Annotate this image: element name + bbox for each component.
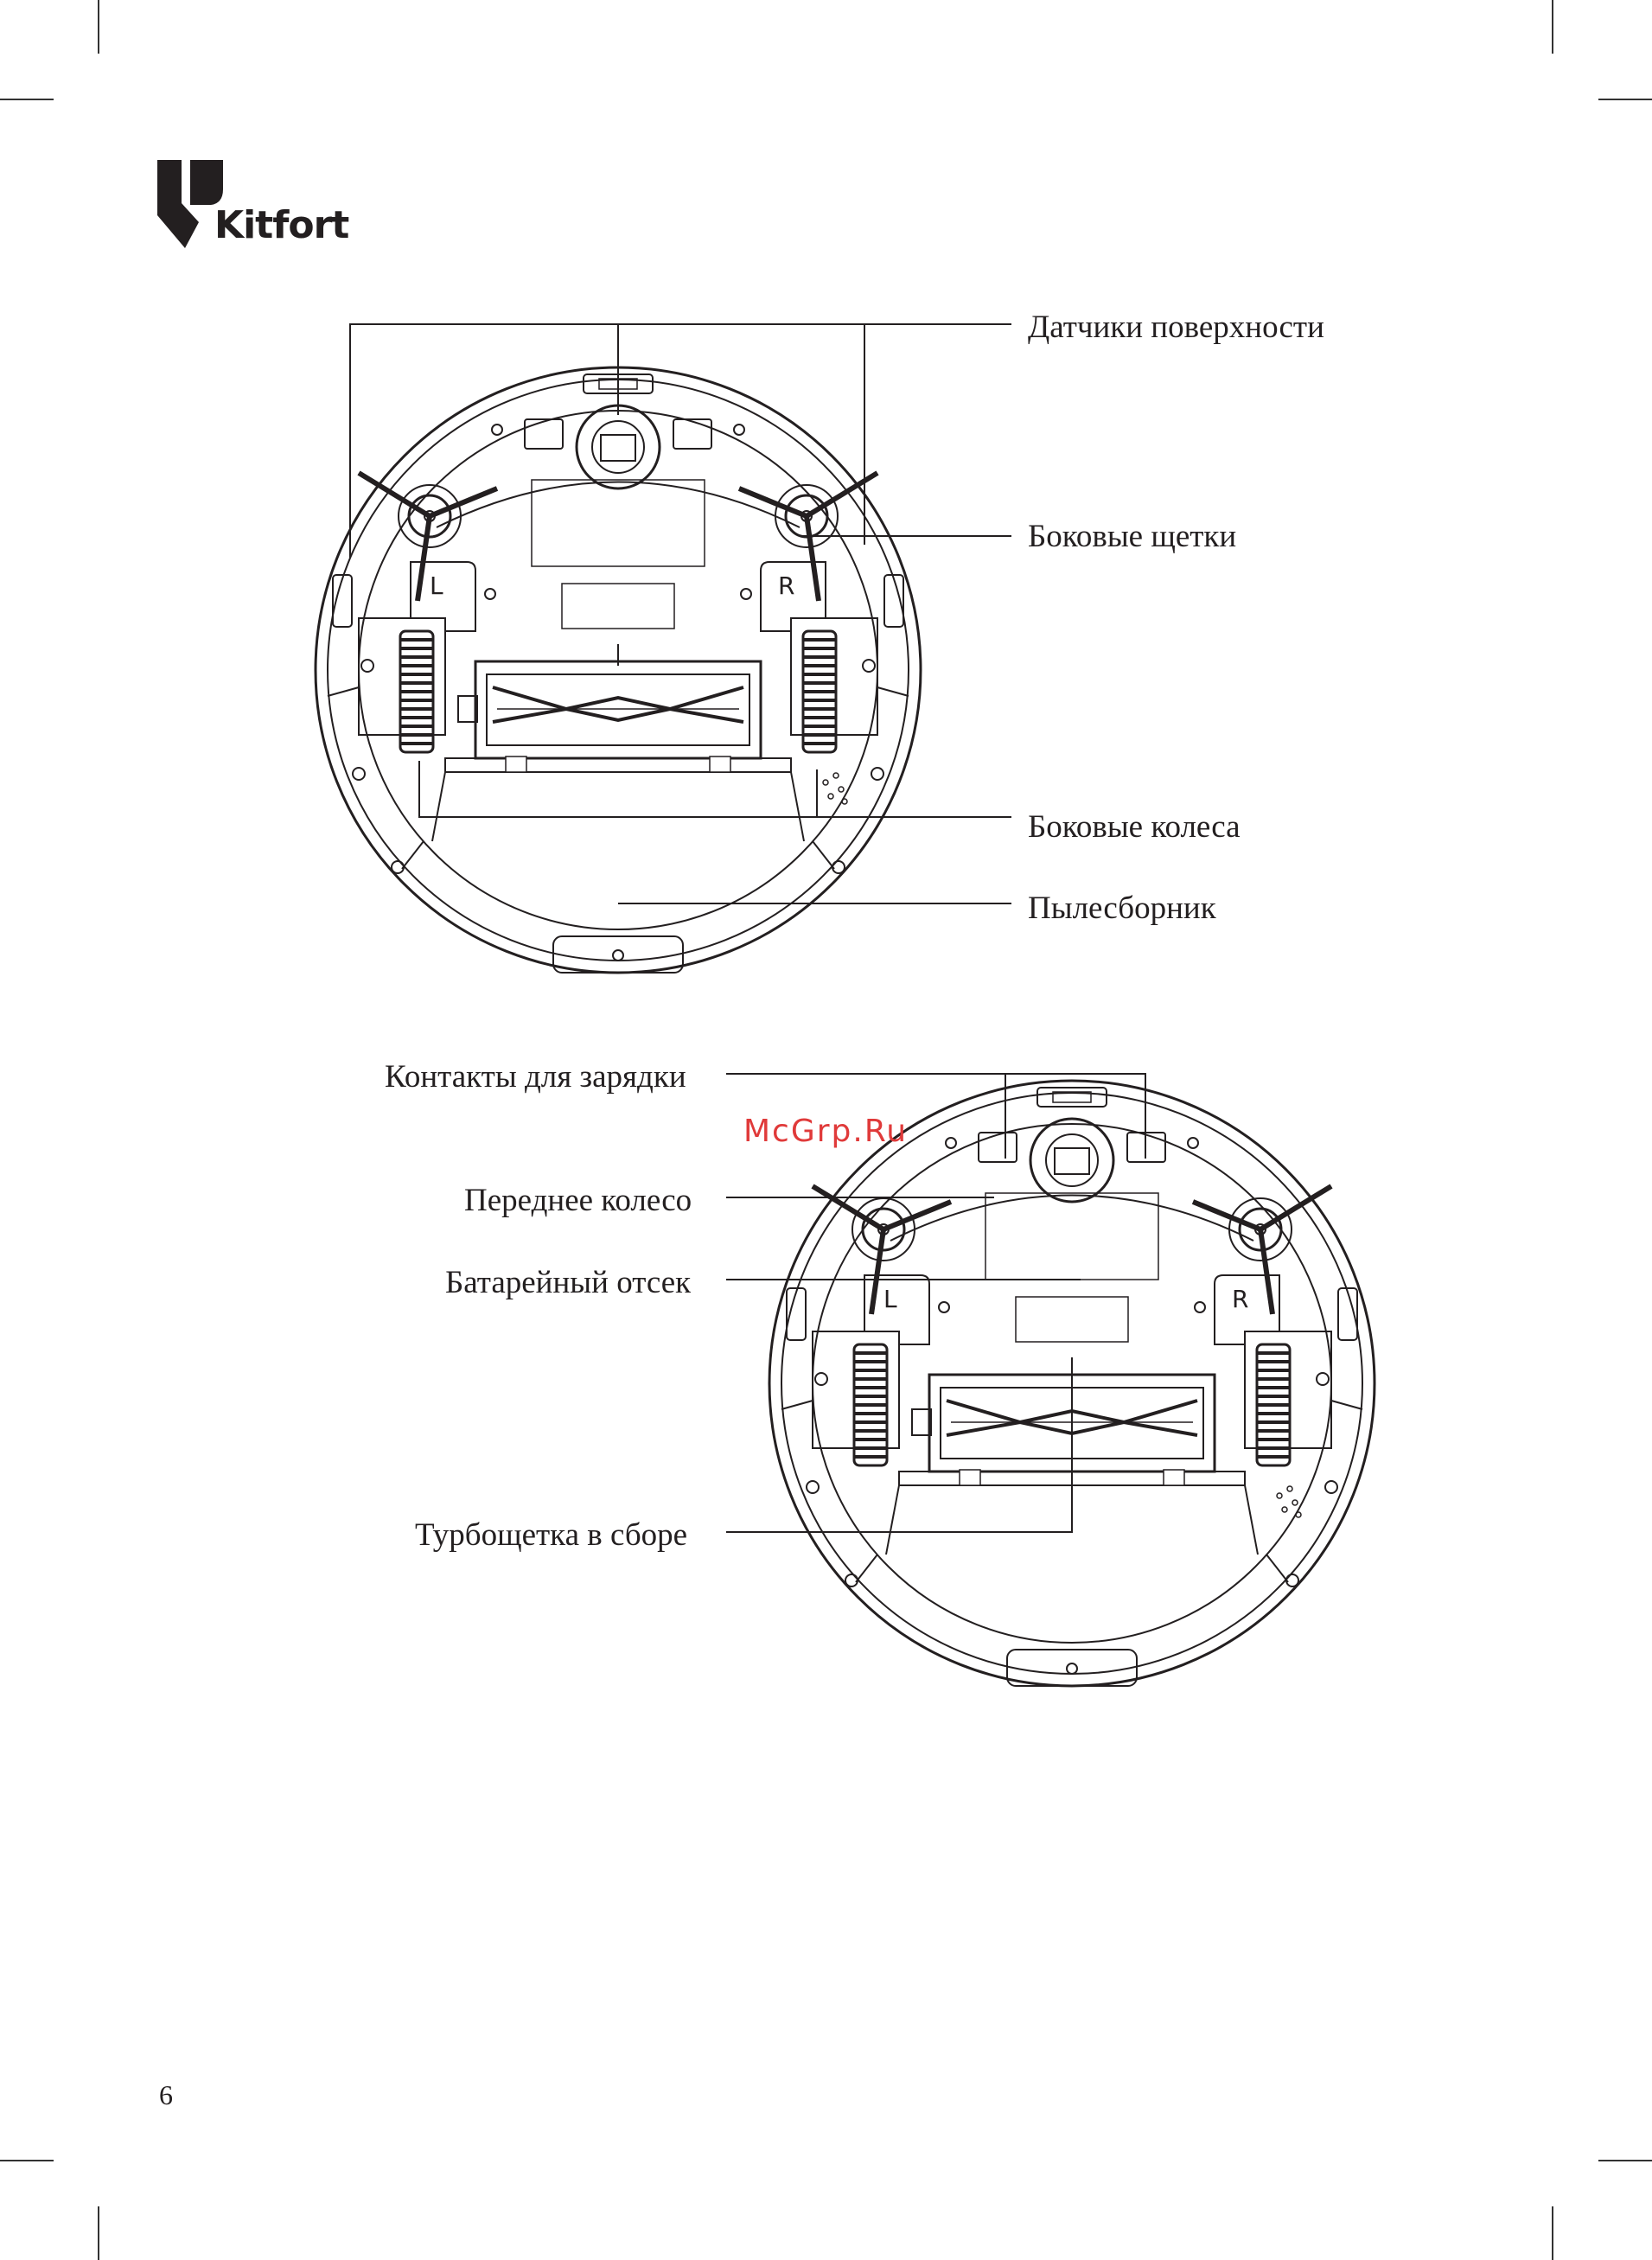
right-marker: R bbox=[1232, 1285, 1249, 1313]
right-marker: R bbox=[778, 571, 795, 600]
label-surface-sensors: Датчики поверхности bbox=[1028, 310, 1324, 345]
label-side-brushes: Боковые щетки bbox=[1028, 519, 1237, 554]
brand-name: Kitfort bbox=[214, 203, 349, 247]
label-dust-bin: Пылесборник bbox=[1028, 891, 1216, 926]
left-marker: L bbox=[430, 571, 443, 600]
leader-lines-top bbox=[350, 324, 1011, 903]
robot-bottom-view-top bbox=[316, 367, 921, 973]
watermark: McGrp.Ru bbox=[743, 1114, 909, 1149]
page-number: 6 bbox=[159, 2079, 173, 2110]
label-side-wheels: Боковые колеса bbox=[1028, 809, 1241, 845]
label-turbo-brush: Турбощетка в сборе bbox=[415, 1517, 688, 1553]
left-marker: L bbox=[883, 1285, 897, 1313]
label-front-wheel: Переднее колесо bbox=[464, 1183, 692, 1218]
label-charge-contacts: Контакты для зарядки bbox=[385, 1059, 686, 1095]
label-battery-compartment: Батарейный отсек bbox=[445, 1265, 692, 1300]
